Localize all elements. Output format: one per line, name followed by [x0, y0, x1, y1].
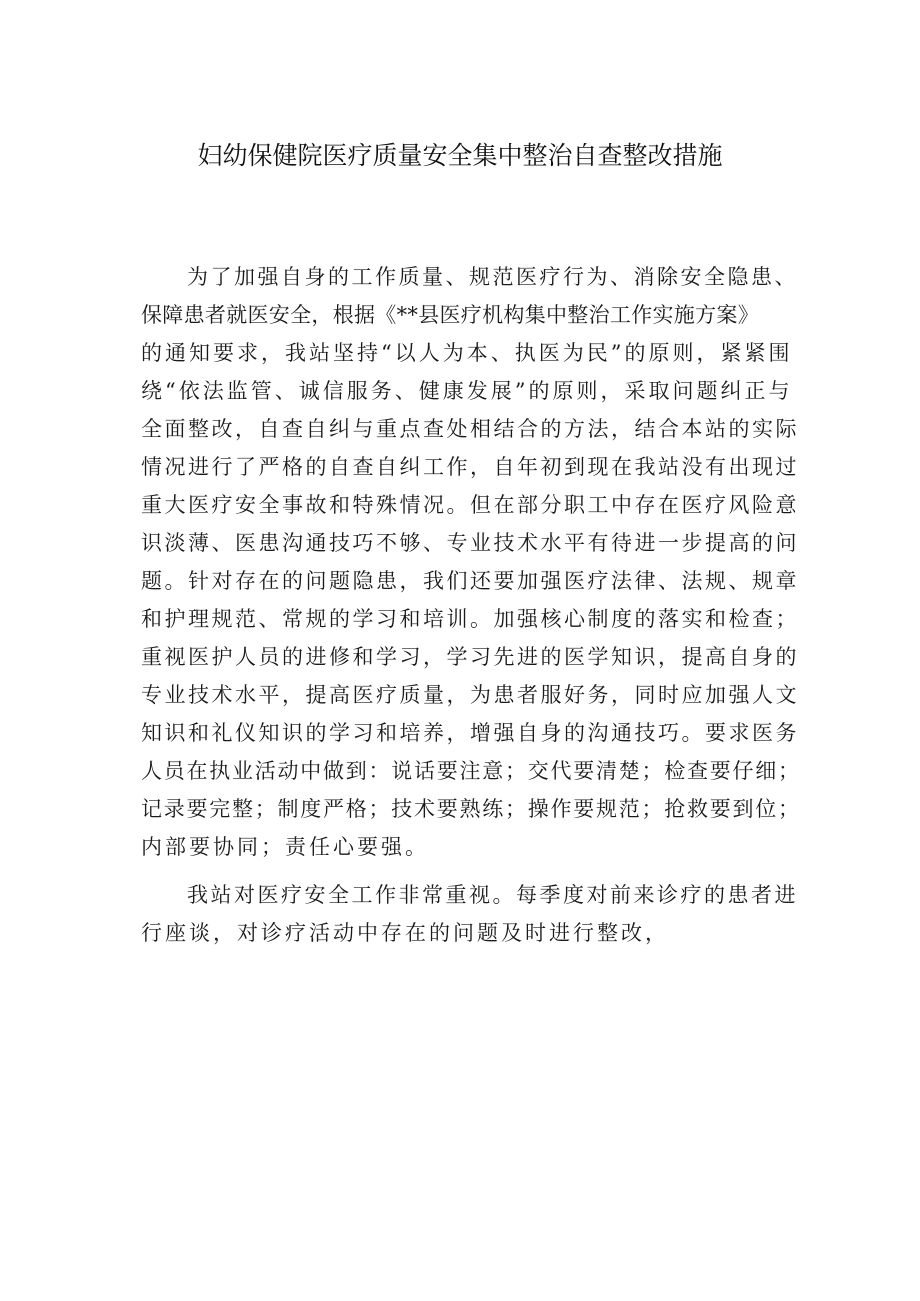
- text-line: 重大医疗安全事故和特殊情况。但在部分职工中存在医疗风险意: [141, 493, 799, 517]
- text-line: 为了加强自身的工作质量、规范医疗行为、消除安全隐患、: [187, 265, 798, 289]
- text-line: 题。针对存在的问题隐患，我们还要加强医疗法律、法规、规章: [141, 569, 799, 593]
- text-line: 和护理规范、常规的学习和培训。加强核心制度的落实和检查；: [141, 607, 799, 631]
- text-line: 的通知要求，我站坚持“以人为本、执医为民”的原则，紧紧围: [141, 341, 793, 365]
- paragraph-2: [141, 876, 801, 952]
- text-line: 行座谈，对诊疗活动中存在的问题及时进行整改，: [141, 921, 669, 945]
- text-line: 内部要协同；责任心要强。: [141, 835, 429, 859]
- text-line: 识淡薄、医患沟通技巧不够、专业技术水平有待进一步提高的问: [141, 531, 799, 555]
- text-line: 知识和礼仪知识的学习和培养，增强自身的沟通技巧。要求医务: [141, 721, 799, 745]
- text-line: 专业技术水平，提高医疗质量，为患者服好务，同时应加强人文: [141, 683, 799, 707]
- text-line: 绕“依法监管、诚信服务、健康发展”的原则，采取问题纠正与: [141, 379, 793, 403]
- paragraph-1: [141, 258, 801, 866]
- document-title: 妇幼保健院医疗质量安全集中整治自查整改措施: [197, 141, 723, 170]
- text-line: 记录要完整；制度严格；技术要熟练；操作要规范；抢救要到位；: [141, 797, 801, 821]
- text-line: 我站对医疗安全工作非常重视。每季度对前来诊疗的患者进: [187, 883, 798, 907]
- text-line: 人员在执业活动中做到：说话要注意；交代要清楚；检查要仔细；: [141, 759, 801, 783]
- text-line: 重视医护人员的进修和学习，学习先进的医学知识，提高自身的: [141, 645, 799, 669]
- text-line: 全面整改，自查自纠与重点查处相结合的方法，结合本站的实际: [141, 417, 799, 441]
- text-line: 情况进行了严格的自查自纠工作，自年初到现在我站没有出现过: [141, 455, 799, 479]
- document-body: [141, 258, 801, 952]
- text-line: 保障患者就医安全，根据《**县医疗机构集中整治工作实施方案》: [141, 303, 759, 327]
